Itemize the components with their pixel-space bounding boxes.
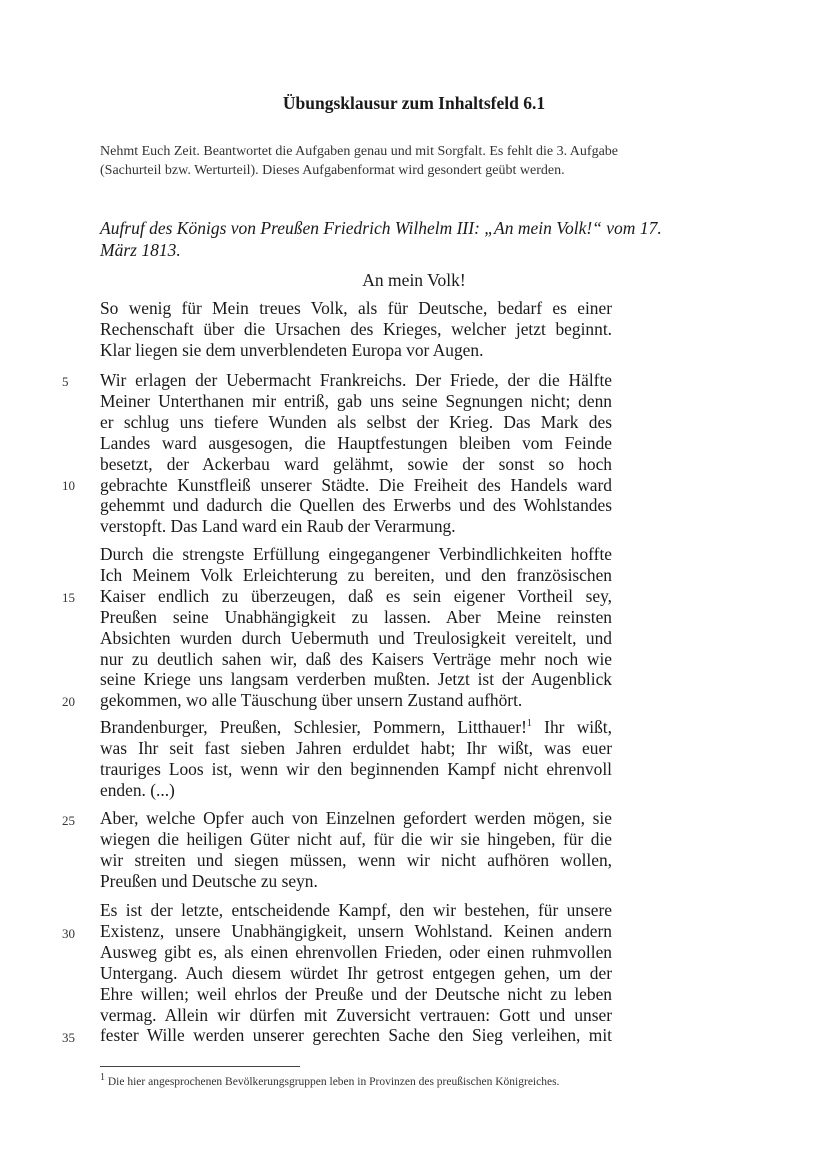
instructions-text: Nehmt Euch Zeit. Beantwortet die Aufgaben genau und mit Sorgfalt. Es fehlt die 3. Aufgabe (Sachurteil bzw. Werturteil). Dieses Aufgabenformat wird gesondert geübt werden. (100, 144, 618, 178)
text-line: was Ihr seit fast sieben Jahren erduldet habt; Ihr wißt, was euer (100, 737, 612, 758)
text-line: Preußen seine Unabhängigkeit zu lassen. Aber Meine reinsten (100, 606, 612, 627)
text-line: Ich Meinem Volk Erleichterung zu bereiten, und den französischen (100, 564, 612, 585)
text-line: Aber, welche Opfer auch von Einzelnen gefordert werden mögen, sie (100, 808, 612, 828)
text-line: gebrachte Kunstfleiß unserer Städte. Die Freiheit des Handels ward (100, 474, 612, 495)
page-title: Übungsklausur zum Inhaltsfeld 6.1 (282, 93, 546, 113)
text-line: nur zu deutlich sahen wir, daß des Kaisers Verträge mehr noch wie (100, 648, 612, 669)
footnote-text: Die hier angesprochenen Bevölkerungsgruppen leben in Provinzen des preußischen Königreiches. (107, 1076, 560, 1088)
text-line: Rechenschaft über die Ursachen des Krieges, welcher jetzt beginnt. (100, 318, 612, 339)
text-line: wir streiten und siegen müssen, wenn wir nicht aufhören wollen, (100, 849, 612, 870)
footnote-mark: 1 (100, 1072, 105, 1084)
text-line: Ehre willen; weil ehrlos der Preuße und der Deutsche nicht zu leben (100, 983, 612, 1004)
text-line: Absichten wurden durch Uebermuth und Treulosigkeit vereitelt, und (100, 627, 612, 648)
text-line: Kaiser endlich zu überzeugen, daß es sein eigener Vortheil sey, (100, 585, 612, 606)
text-line: enden. (...) (100, 779, 175, 800)
text-line: Klar liegen sie dem unverblendeten Europa vor Augen. (100, 339, 484, 360)
text-line: Meiner Unterthanen mir entriß, gab uns seine Segnungen nicht; denn (100, 390, 612, 411)
paragraph-1 (100, 298, 612, 361)
text-line: Ausweg gibt es, als einen ehrenvollen Frieden, oder einen ruhmvollen (100, 941, 612, 962)
line-number: 15 (62, 590, 75, 605)
text-line: Es ist der letzte, entscheidende Kampf, den wir bestehen, für unsere (100, 900, 612, 920)
text-line: Untergang. Auch diesem würdet Ihr getrost entgegen gehen, um der (100, 962, 612, 983)
text-line: Wir erlagen der Uebermacht Frankreichs. Der Friede, der die Hälfte (100, 370, 612, 390)
text-line: seine Kriege uns langsam verderben mußten. Jetzt ist der Augenblick (100, 669, 612, 690)
line-number: 25 (62, 813, 75, 828)
footnote-reference: 1 (526, 718, 532, 730)
paragraph-6 (100, 900, 612, 1046)
line-number: 10 (62, 478, 75, 493)
text-line-end: Ihr wißt, (531, 717, 612, 737)
line-number: 5 (62, 374, 69, 389)
text-line: Existenz, unsere Unabhängigkeit, unsern Wohlstand. Keinen andern (100, 920, 612, 941)
text-heading: An mein Volk! (362, 270, 466, 290)
footnote (100, 1072, 560, 1088)
text-line: gekommen, wo alle Täuschung über unsern Zustand aufhört. (100, 690, 523, 711)
source-citation: Aufruf des Königs von Preußen Friedrich Wilhelm III: „An mein Volk!“ vom 17. März 1813. (100, 218, 662, 260)
text-line: Durch die strengste Erfüllung eingegangener Verbindlichkeiten hoffte (100, 544, 612, 564)
footnote-divider (100, 1066, 300, 1067)
text-line: gehemmt und dadurch die Quellen des Erwerbs und des Wohlstandes (100, 495, 612, 516)
paragraph-2 (100, 370, 612, 537)
text-line: vermag. Allein wir dürfen mit Zuversicht vertrauen: Gott und unser (100, 1004, 612, 1025)
line-number: 20 (62, 694, 75, 709)
text-line: So wenig für Mein treues Volk, als für Deutsche, bedarf es einer (100, 298, 612, 318)
text-line (100, 717, 612, 738)
text-line: trauriges Loos ist, wenn wir den beginnenden Kampf nicht ehrenvoll (100, 758, 612, 779)
line-number: 35 (62, 1030, 75, 1045)
line-number: 30 (62, 926, 75, 941)
text-line: Landes ward ausgesogen, die Hauptfestungen bleiben vom Feinde (100, 432, 612, 453)
text-line: fester Wille werden unserer gerechten Sache den Sieg verleihen, mit (100, 1025, 612, 1046)
paragraph-4 (100, 717, 612, 801)
text-line: besetzt, der Ackerbau ward gelähmt, sowie der sonst so hoch (100, 453, 612, 474)
text-line-start: Brandenburger, Preußen, Schlesier, Pommern, Litthauer! (100, 717, 527, 737)
paragraph-3 (100, 544, 612, 711)
paragraph-5 (100, 808, 612, 892)
text-line: wiegen die heiligen Güter nicht auf, für die wir sie hingeben, für die (100, 828, 612, 849)
text-line: verstopft. Das Land ward ein Raub der Verarmung. (100, 516, 456, 537)
text-line: er schlug uns tiefere Wunden als selbst der Krieg. Das Mark des (100, 411, 612, 432)
text-line: Preußen und Deutsche zu seyn. (100, 870, 318, 891)
